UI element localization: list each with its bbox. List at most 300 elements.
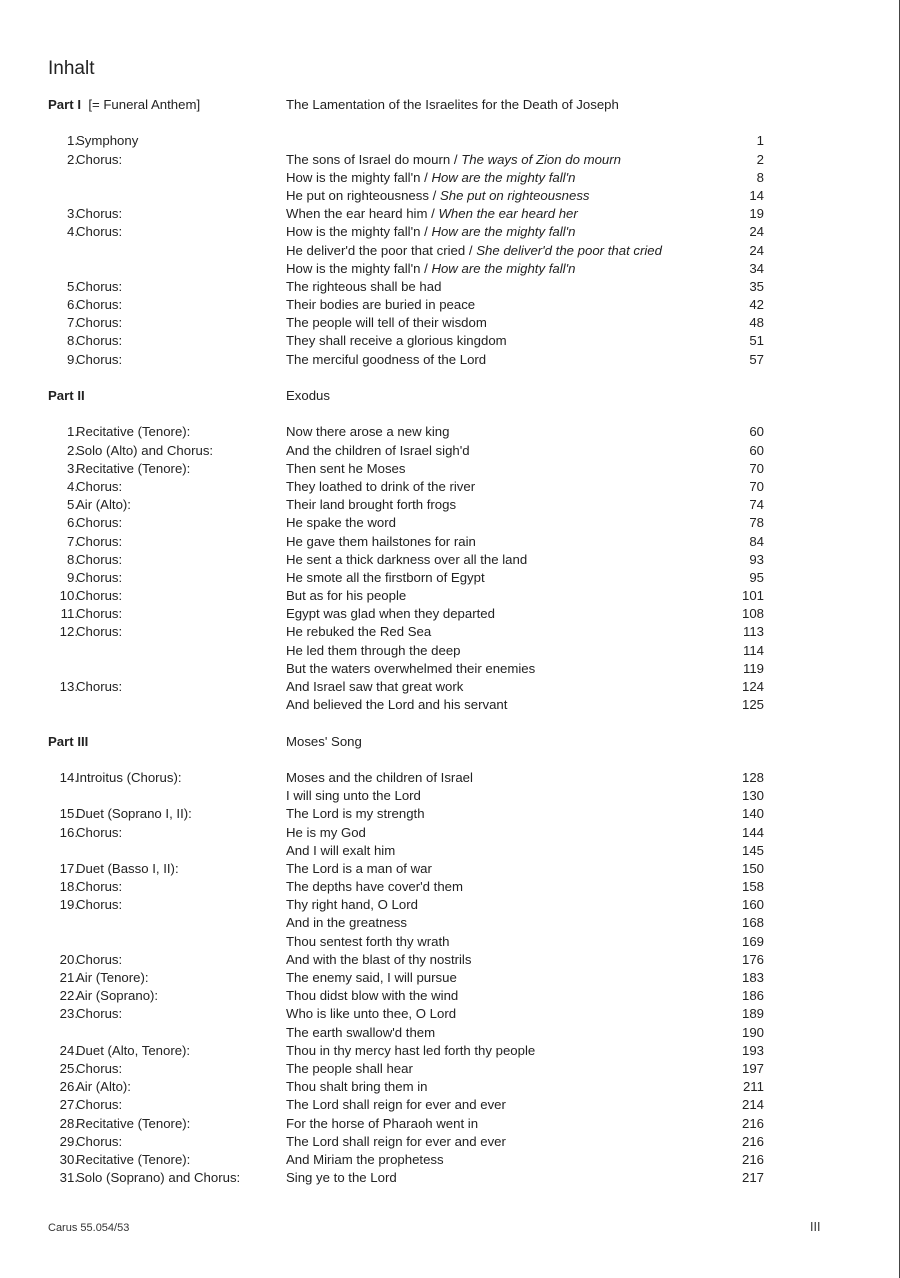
- part-label: [48, 733, 88, 751]
- toc-entry: [48, 478, 764, 496]
- entry-title-text: The people will tell of their wisdom: [286, 315, 487, 331]
- entry-label: Chorus:: [76, 224, 123, 240]
- toc-entry: [48, 260, 764, 278]
- entry-label: Chorus:: [76, 315, 123, 331]
- entry-title: [286, 223, 575, 241]
- part-subtitle: Exodus: [286, 388, 330, 403]
- entry-page: 2: [756, 151, 764, 167]
- entry-title: [286, 787, 421, 805]
- entry-title-text: The depths have cover'd them: [286, 879, 463, 895]
- entry-title-text: The Lord shall reign for ever and ever: [286, 1097, 506, 1113]
- toc-entry: [48, 351, 764, 369]
- entry-label: Chorus:: [76, 879, 123, 895]
- entry-label: Chorus:: [76, 1097, 123, 1113]
- entry-title-text: The enemy said, I will pursue: [286, 970, 457, 985]
- entry-title-text: Sing ye to the Lord: [286, 1170, 397, 1186]
- entry-title-text: Thou sentest forth thy wrath: [286, 933, 450, 949]
- entry-page: 168: [741, 915, 764, 931]
- entry-label: Duet (Alto, Tenore):: [76, 1042, 191, 1058]
- entry-title: [286, 878, 463, 896]
- entry-title: [286, 260, 575, 278]
- entry-page: 197: [741, 1060, 764, 1076]
- toc-entry: [48, 151, 764, 169]
- entry-title-text: He sent a thick darkness over all the land: [286, 551, 528, 567]
- entry-title-text: He rebuked the Red Sea: [286, 624, 432, 640]
- toc-entry: [48, 969, 764, 987]
- entry-number: 2.: [67, 151, 78, 167]
- entry-page: 190: [741, 1024, 764, 1040]
- section-gap: [48, 114, 764, 132]
- entry-number: 26.: [59, 1079, 78, 1095]
- entry-title: [286, 1096, 506, 1114]
- section-gap: [48, 751, 764, 769]
- entry-title-text: How is the mighty fall'n /: [286, 260, 432, 276]
- entry-title-text: Thou shalt bring them in: [286, 1079, 428, 1095]
- part-number: Part II: [48, 388, 85, 403]
- entry-page: 150: [741, 860, 764, 876]
- entry-number: 23.: [59, 1006, 78, 1022]
- entry-title: [286, 551, 527, 569]
- entry-title-text: He is my God: [286, 824, 366, 840]
- entry-title: [286, 151, 621, 169]
- entry-page: 24: [749, 242, 764, 258]
- entry-number: 3.: [67, 206, 78, 222]
- entry-label: Chorus:: [76, 624, 123, 640]
- entry-label: Chorus:: [76, 588, 123, 604]
- toc-entry: [48, 951, 764, 969]
- entry-label: Chorus:: [76, 515, 123, 531]
- entry-page: 193: [741, 1042, 764, 1058]
- entry-number: 7.: [67, 533, 78, 549]
- entry-title-text: When the ear heard him /: [286, 206, 439, 222]
- entry-number: 4.: [67, 478, 78, 494]
- entry-title-alt: How are the mighty fall'n: [431, 260, 576, 276]
- entry-title-text: The Lord is my strength: [286, 806, 425, 822]
- toc-entry: [48, 914, 764, 932]
- entry-label: Chorus:: [76, 1133, 123, 1149]
- toc-entry: [48, 587, 764, 605]
- entry-number: 6.: [67, 297, 78, 313]
- toc-entry: [48, 678, 764, 696]
- entry-number: 8.: [67, 333, 78, 349]
- entry-label: Duet (Soprano I, II):: [76, 806, 192, 822]
- entry-title: [286, 1060, 413, 1078]
- part-number: Part III: [48, 733, 89, 749]
- toc-entry: [48, 1005, 764, 1023]
- entry-number: 5.: [67, 278, 78, 294]
- entry-label: Chorus:: [76, 824, 123, 840]
- entry-number: 1.: [67, 424, 78, 440]
- entry-label: Recitative (Tenore):: [76, 1115, 191, 1131]
- entry-title: [286, 896, 418, 914]
- toc-entry: [48, 551, 764, 569]
- entry-title: [286, 169, 575, 187]
- entry-number: 9.: [67, 351, 78, 367]
- toc-entry: [48, 605, 764, 623]
- entry-page: 216: [741, 1133, 764, 1149]
- entry-label: Chorus:: [76, 478, 123, 494]
- entry-title: [286, 533, 476, 551]
- entry-label: Chorus:: [76, 1006, 123, 1022]
- entry-number: 4.: [67, 224, 78, 240]
- entry-title: [286, 242, 662, 260]
- entry-title-text: The merciful goodness of the Lord: [286, 351, 487, 367]
- entry-title-text: And believed the Lord and his servant: [286, 697, 508, 713]
- toc-entry: [48, 987, 764, 1005]
- entry-title-alt: How are the mighty fall'n: [431, 224, 576, 240]
- entry-label: Chorus:: [76, 679, 123, 694]
- entry-title-text: He spake the word: [286, 515, 396, 531]
- entry-label: Air (Alto):: [76, 497, 131, 513]
- toc-entry: [48, 878, 764, 896]
- part-heading: [48, 96, 764, 114]
- entry-title: [286, 1115, 478, 1133]
- entry-page: 101: [741, 588, 764, 604]
- toc-entry: [48, 642, 764, 660]
- entry-title-text: Now there arose a new king: [286, 424, 450, 440]
- entry-title: [286, 842, 395, 860]
- entry-label: Solo (Soprano) and Chorus:: [76, 1170, 241, 1186]
- entry-title: [286, 496, 456, 514]
- entry-label: Chorus:: [76, 206, 123, 222]
- entry-title-text: He put on righteousness /: [286, 187, 440, 203]
- entry-title-text: And Miriam the prophetess: [286, 1151, 444, 1167]
- entry-title-text: But the waters overwhelmed their enemies: [286, 660, 536, 676]
- entry-number: 27.: [59, 1097, 78, 1113]
- entry-number: 8.: [67, 551, 78, 567]
- toc-entry: [48, 1042, 764, 1060]
- entry-number: 1.: [67, 133, 78, 149]
- entry-label: Chorus:: [76, 151, 123, 167]
- entry-label: Chorus:: [76, 533, 123, 549]
- entry-page: 125: [741, 697, 764, 713]
- entry-title: [286, 987, 458, 1005]
- entry-number: 5.: [67, 497, 78, 513]
- entry-number: 6.: [67, 515, 78, 531]
- toc-entry: [48, 860, 764, 878]
- entry-number: 15.: [59, 806, 78, 822]
- entry-title: [286, 769, 473, 787]
- entry-title: [286, 914, 407, 932]
- entry-page: 78: [749, 515, 764, 531]
- entry-page: 214: [741, 1097, 764, 1113]
- entry-number: 21.: [59, 970, 78, 985]
- toc-entry: [48, 314, 764, 332]
- entry-page: 189: [741, 1006, 764, 1022]
- entry-title: [286, 605, 495, 623]
- entry-page: 140: [741, 806, 764, 822]
- entry-title-text: He deliver'd the poor that cried /: [286, 242, 477, 258]
- entry-page: 216: [741, 1151, 764, 1167]
- entry-label: Symphony: [76, 133, 139, 149]
- entry-page: 130: [741, 788, 764, 804]
- toc-entry: [48, 533, 764, 551]
- entry-page: 24: [749, 224, 764, 240]
- entry-title: [286, 478, 475, 496]
- entry-title-text: I will sing unto the Lord: [286, 788, 421, 804]
- entry-number: 7.: [67, 315, 78, 331]
- entry-page: 34: [749, 260, 764, 276]
- toc-entry: [48, 769, 764, 787]
- entry-page: 42: [749, 297, 764, 313]
- toc-entry: [48, 205, 764, 223]
- entry-number: 9.: [67, 569, 78, 585]
- entry-title-text: The righteous shall be had: [286, 278, 442, 294]
- entry-label: Chorus:: [76, 351, 123, 367]
- entry-title: [286, 1005, 456, 1023]
- entry-page: 108: [741, 606, 764, 622]
- entry-page: 124: [741, 679, 764, 694]
- entry-title-alt: The ways of Zion do mourn: [461, 151, 621, 167]
- entry-page: 70: [749, 460, 764, 476]
- toc-entry: [48, 442, 764, 460]
- entry-title: [286, 696, 507, 714]
- entry-number: 17.: [59, 860, 78, 876]
- entry-title: [286, 278, 441, 296]
- entry-page: 216: [741, 1115, 764, 1131]
- entry-label: Chorus:: [76, 569, 123, 585]
- section-gap: [48, 405, 764, 423]
- entry-title-text: He led them through the deep: [286, 642, 461, 658]
- entry-number: 12.: [59, 624, 78, 640]
- entry-title: [286, 423, 449, 441]
- toc-entry: [48, 842, 764, 860]
- entry-title: [286, 514, 396, 532]
- entry-page: 60: [749, 424, 764, 440]
- entry-title: [286, 460, 406, 478]
- entry-title-text: Their land brought forth frogs: [286, 497, 457, 513]
- entry-number: 22.: [59, 988, 78, 1004]
- entry-page: 70: [749, 478, 764, 494]
- entry-title-text: But as for his people: [286, 588, 407, 604]
- toc-entry: [48, 1151, 764, 1169]
- part-subtitle: Moses' Song: [286, 733, 362, 749]
- page-number: III: [810, 1220, 821, 1234]
- entry-page: 176: [741, 951, 764, 967]
- entry-title-text: Then sent he Moses: [286, 460, 406, 476]
- entry-title-text: Egypt was glad when they departed: [286, 606, 495, 622]
- entry-page: 74: [749, 497, 764, 513]
- entry-title: [286, 642, 461, 660]
- part-label: [48, 96, 200, 114]
- entry-label: Duet (Basso I, II):: [76, 860, 179, 876]
- entry-title-text: The people shall hear: [286, 1060, 413, 1076]
- toc-entry: [48, 696, 764, 714]
- entry-title: [286, 824, 366, 842]
- entry-number: 18.: [59, 879, 78, 895]
- toc-entry: [48, 1133, 764, 1151]
- entry-number: 11.: [60, 606, 78, 622]
- entry-label: Air (Tenore):: [76, 970, 149, 985]
- entry-number: 30.: [59, 1151, 78, 1167]
- part-note: [= Funeral Anthem]: [88, 97, 201, 112]
- entry-page: 144: [741, 824, 764, 840]
- entry-title-text: Thou in thy mercy hast led forth thy people: [286, 1042, 536, 1058]
- entry-title-alt: She put on righteousness: [439, 187, 590, 203]
- table-of-contents: [48, 96, 764, 1187]
- toc-entry: [48, 460, 764, 478]
- entry-title-alt: When the ear heard her: [438, 206, 578, 222]
- entry-title: [286, 1042, 535, 1060]
- entry-label: Chorus:: [76, 278, 123, 294]
- entry-label: Chorus:: [76, 897, 123, 913]
- part-subtitle: The Lamentation of the Israelites for the Death of Joseph: [286, 97, 619, 112]
- entry-page: 51: [749, 333, 764, 349]
- entry-number: 31.: [59, 1170, 78, 1186]
- toc-entry: [48, 1060, 764, 1078]
- entry-title: [286, 678, 463, 696]
- entry-page: 1: [756, 133, 764, 149]
- entry-label: Chorus:: [76, 951, 123, 967]
- entry-label: Air (Soprano):: [76, 988, 159, 1004]
- entry-title: [286, 314, 487, 332]
- toc-entry: [48, 1169, 764, 1187]
- entry-label: Recitative (Tenore):: [76, 1151, 191, 1167]
- entry-title: [286, 587, 406, 605]
- entry-label: Chorus:: [76, 551, 123, 567]
- entry-title: [286, 805, 425, 823]
- entry-label: Introitus (Chorus):: [76, 769, 182, 785]
- page-title: Inhalt: [48, 58, 95, 79]
- toc-entry: [48, 223, 764, 241]
- entry-number: 28.: [59, 1115, 78, 1131]
- entry-number: 20.: [59, 951, 78, 967]
- entry-number: 24.: [59, 1042, 78, 1058]
- toc-entry: [48, 296, 764, 314]
- toc-entry: [48, 423, 764, 441]
- entry-title-text: They shall receive a glorious kingdom: [286, 333, 507, 349]
- entry-page: 14: [749, 187, 764, 203]
- entry-page: 217: [741, 1170, 764, 1186]
- entry-page: 114: [742, 642, 764, 658]
- part-number: Part I: [48, 97, 81, 112]
- entry-title-text: Moses and the children of Israel: [286, 769, 473, 785]
- entry-title-text: And Israel saw that great work: [286, 679, 464, 694]
- entry-number: 10.: [59, 588, 78, 604]
- entry-number: 16.: [59, 824, 78, 840]
- entry-page: 128: [741, 769, 764, 785]
- entry-label: Chorus:: [76, 333, 123, 349]
- entry-number: 3.: [67, 460, 78, 476]
- toc-entry: [48, 1115, 764, 1133]
- entry-title: [286, 332, 507, 350]
- toc-entry: [48, 805, 764, 823]
- entry-title-alt: How are the mighty fall'n: [431, 169, 576, 185]
- entry-title: [286, 660, 535, 678]
- toc-entry: [48, 1024, 764, 1042]
- toc-entry: [48, 496, 764, 514]
- entry-page: 93: [749, 551, 764, 567]
- entry-title: [286, 1169, 397, 1187]
- entry-label: Chorus:: [76, 1060, 123, 1076]
- entry-label: Recitative (Tenore):: [76, 460, 191, 476]
- entry-page: 8: [756, 169, 764, 185]
- entry-label: Chorus:: [76, 606, 123, 622]
- entry-title: [286, 205, 578, 223]
- section-gap: [48, 369, 764, 387]
- part-heading: [48, 733, 764, 751]
- toc-entry: [48, 787, 764, 805]
- part-heading: [48, 387, 764, 405]
- entry-page: 169: [741, 933, 764, 949]
- entry-page: 19: [749, 206, 764, 222]
- entry-page: 119: [742, 660, 764, 676]
- toc-entry: [48, 896, 764, 914]
- entry-title: [286, 1151, 444, 1169]
- entry-page: 48: [749, 315, 764, 331]
- entry-title-text: Thou didst blow with the wind: [286, 988, 459, 1004]
- entry-number: 29.: [59, 1133, 78, 1149]
- entry-title-text: He smote all the firstborn of Egypt: [286, 569, 485, 585]
- entry-label: Solo (Alto) and Chorus:: [76, 442, 214, 458]
- entry-title: [286, 569, 485, 587]
- entry-page: 186: [741, 988, 764, 1004]
- entry-label: Air (Alto):: [76, 1079, 131, 1095]
- entry-title-text: Thy right hand, O Lord: [286, 897, 418, 913]
- toc-entry: [48, 1096, 764, 1114]
- entry-title-text: The sons of Israel do mourn /: [286, 151, 462, 167]
- entry-page: 57: [749, 351, 764, 367]
- entry-title-alt: She deliver'd the poor that cried: [476, 242, 662, 258]
- catalog-number: Carus 55.054/53: [48, 1222, 130, 1234]
- entry-title-text: And in the greatness: [286, 915, 407, 931]
- entry-page: 211: [742, 1079, 764, 1095]
- entry-page: 158: [741, 879, 764, 895]
- toc-entry: [48, 824, 764, 842]
- entry-page: 95: [749, 569, 764, 585]
- entry-title-text: The Lord shall reign for ever and ever: [286, 1133, 506, 1149]
- toc-entry: [48, 242, 764, 260]
- section-gap: [48, 714, 764, 732]
- entry-label: Recitative (Tenore):: [76, 424, 191, 440]
- entry-number: 14.: [59, 769, 78, 785]
- entry-page: 84: [749, 533, 764, 549]
- entry-page: 183: [741, 970, 764, 985]
- entry-title: [286, 860, 432, 878]
- entry-title-text: How is the mighty fall'n /: [286, 169, 432, 185]
- entry-title: [286, 623, 431, 641]
- entry-title: [286, 951, 471, 969]
- entry-title: [286, 933, 449, 951]
- entry-title: [286, 1133, 506, 1151]
- toc-entry: [48, 332, 764, 350]
- toc-entry: [48, 660, 764, 678]
- entry-title-text: How is the mighty fall'n /: [286, 224, 432, 240]
- entry-number: 25.: [59, 1060, 78, 1076]
- entry-number: 13.: [59, 679, 78, 694]
- entry-title-text: Their bodies are buried in peace: [286, 297, 476, 313]
- entry-page: 145: [741, 842, 764, 858]
- entry-title-text: And the children of Israel sigh'd: [286, 442, 470, 458]
- toc-entry: [48, 132, 764, 150]
- entry-title-text: He gave them hailstones for rain: [286, 533, 476, 549]
- entry-title-text: They loathed to drink of the river: [286, 478, 476, 494]
- part-label: [48, 387, 85, 405]
- toc-entry: [48, 933, 764, 951]
- entry-number: 2.: [67, 442, 78, 458]
- entry-number: 19.: [59, 897, 78, 913]
- entry-page: 35: [749, 278, 764, 294]
- entry-title: [286, 442, 470, 460]
- entry-title: [286, 1078, 427, 1096]
- entry-title-text: For the horse of Pharaoh went in: [286, 1115, 479, 1131]
- entry-title: [286, 969, 457, 987]
- toc-entry: [48, 569, 764, 587]
- entry-title-text: And with the blast of thy nostrils: [286, 951, 472, 967]
- entry-page: 160: [741, 897, 764, 913]
- entry-title: [286, 296, 475, 314]
- entry-title: [286, 351, 486, 369]
